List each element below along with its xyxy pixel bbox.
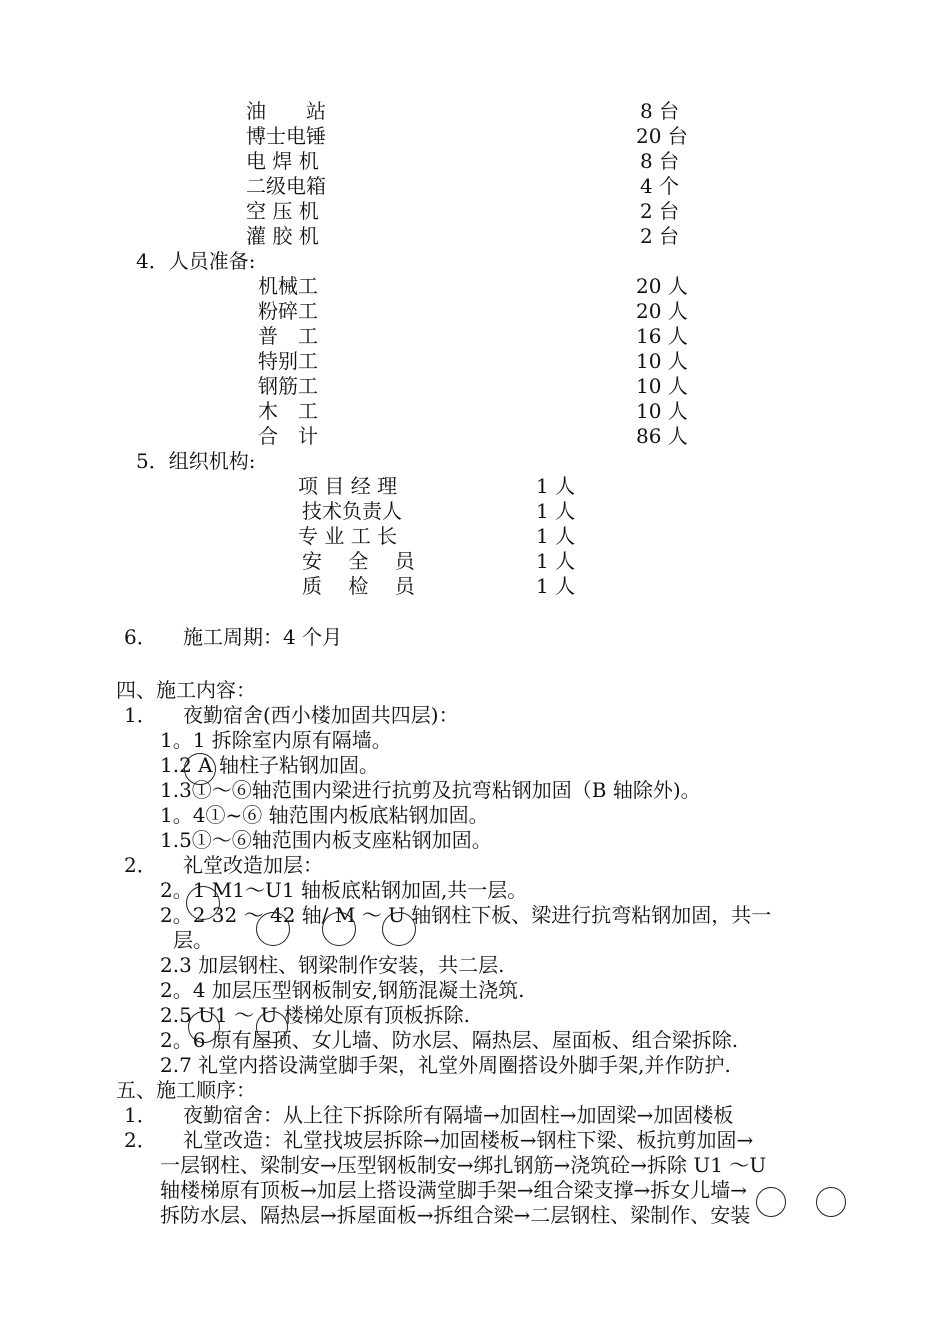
section5-item1-number: 1． (124, 1103, 157, 1127)
section4-item1-line: 1.5①～⑥轴范围内板支座粘钢加固。 (160, 828, 492, 852)
staff-count: 10 人 (636, 349, 688, 373)
org-role: 质 检 员 (302, 574, 415, 598)
org-role: 项 目 经 理 (298, 474, 398, 498)
staff-count: 10 人 (636, 374, 688, 398)
circle-mark (184, 753, 216, 785)
section4-item1-line: 1.3①～⑥轴范围内梁进行抗剪及抗弯粘钢加固（B 轴除外)。 (160, 778, 701, 802)
staff-role: 特别工 (258, 349, 318, 373)
equipment-qty: 20 台 (636, 124, 688, 148)
period-text: 施工周期：4 个月 (183, 625, 343, 649)
equipment-name: 二级电箱 (246, 174, 326, 198)
circle-mark (816, 1187, 846, 1217)
equipment-qty: 8 台 (640, 99, 680, 123)
staff-count: 10 人 (636, 399, 688, 423)
staff-total-label: 合 计 (258, 424, 318, 448)
staff-heading: 4．人员准备: (136, 249, 256, 273)
staff-count: 20 人 (636, 274, 688, 298)
staff-total-count: 86 人 (636, 424, 688, 448)
section4-item2-line: 2.7 礼堂内搭设满堂脚手架，礼堂外周圈搭设外脚手架,并作防护. (160, 1053, 731, 1077)
section4-item1-line: 1。1 拆除室内原有隔墙。 (160, 728, 392, 752)
section4-item2-line: 层。 (173, 928, 213, 952)
section4-item2-line: 2。2 32 ～ 42 轴/ M ～ U 轴钢柱下板、梁进行抗弯粘钢加固，共一 (160, 903, 772, 927)
section5-item2-number: 2． (124, 1128, 157, 1152)
section5-item2-line: 一层钢柱、梁制安→压型钢板制安→绑扎钢筋→浇筑砼→拆除 U1 ～U (160, 1153, 767, 1177)
equipment-qty: 2 台 (640, 224, 680, 248)
org-count: 1 人 (536, 524, 576, 548)
circle-mark (382, 912, 416, 946)
section4-item1-number: 1． (124, 703, 157, 727)
circle-mark (188, 1011, 220, 1043)
circle-mark (256, 1011, 288, 1043)
staff-role: 普 工 (258, 324, 318, 348)
circle-mark (256, 912, 290, 946)
org-count: 1 人 (536, 549, 576, 573)
period-number: 6． (124, 625, 157, 649)
equipment-qty: 2 台 (640, 199, 680, 223)
staff-count: 20 人 (636, 299, 688, 323)
section5-item1-text: 夜勤宿舍：从上往下拆除所有隔墙→加固柱→加固梁→加固楼板 (183, 1103, 734, 1127)
section4-item2-number: 2． (124, 853, 157, 877)
section5-item2-line: 拆防水层、隔热层→拆屋面板→拆组合梁→二层钢柱、梁制作、安装 (160, 1203, 751, 1227)
staff-role: 木 工 (258, 399, 318, 423)
circle-mark (322, 912, 356, 946)
equipment-name: 博士电锤 (246, 124, 326, 148)
staff-count: 16 人 (636, 324, 688, 348)
equipment-qty: 4 个 (640, 174, 680, 198)
section4-item1-title: 夜勤宿舍(西小楼加固共四层)： (183, 703, 459, 727)
section4-item2-line: 2。4 加层压型钢板制安,钢筋混凝土浇筑. (160, 978, 525, 1002)
equipment-name: 油 站 (246, 99, 326, 123)
equipment-name: 电 焊 机 (246, 149, 319, 173)
section5-title: 五、施工顺序： (116, 1078, 256, 1102)
org-count: 1 人 (536, 574, 576, 598)
org-count: 1 人 (536, 474, 576, 498)
section4-item2-line: 2。6 原有屋顶、女儿墙、防水层、隔热层、屋面板、组合梁拆除. (160, 1028, 739, 1052)
equipment-name: 空 压 机 (246, 199, 319, 223)
section5-item2-text: 礼堂改造：礼堂找坡层拆除→加固楼板→钢柱下梁、板抗剪加固→ (183, 1128, 754, 1152)
section4-item2-title: 礼堂改造加层： (183, 853, 323, 877)
org-heading: 5．组织机构: (136, 449, 256, 473)
staff-role: 粉碎工 (258, 299, 318, 323)
staff-role: 钢筋工 (258, 374, 318, 398)
equipment-qty: 8 台 (640, 149, 680, 173)
equipment-name: 灌 胶 机 (246, 224, 319, 248)
section4-title: 四、施工内容： (116, 678, 256, 702)
section5-item2-line: 轴楼梯原有顶板→加层上搭设满堂脚手架→组合梁支撑→拆女儿墙→ (160, 1178, 748, 1202)
org-count: 1 人 (536, 499, 576, 523)
section4-item1-line: 1。4①~⑥ 轴范围内板底粘钢加固。 (160, 803, 489, 827)
section4-item1-line: 1.2 A 轴柱子粘钢加固。 (160, 753, 379, 777)
org-role: 技术负责人 (302, 499, 402, 523)
circle-mark (756, 1187, 786, 1217)
org-role: 专 业 工 长 (298, 524, 398, 548)
org-role: 安 全 员 (302, 549, 415, 573)
circle-mark (186, 886, 220, 920)
staff-role: 机械工 (258, 274, 318, 298)
section4-item2-line: 2.3 加层钢柱、钢梁制作安装，共二层. (160, 953, 505, 977)
section4-item2-line: 2.5 U1 ～ U 楼梯处原有顶板拆除. (160, 1003, 471, 1027)
section4-item2-line: 2。1 M1～U1 轴板底粘钢加固,共一层。 (160, 878, 528, 902)
